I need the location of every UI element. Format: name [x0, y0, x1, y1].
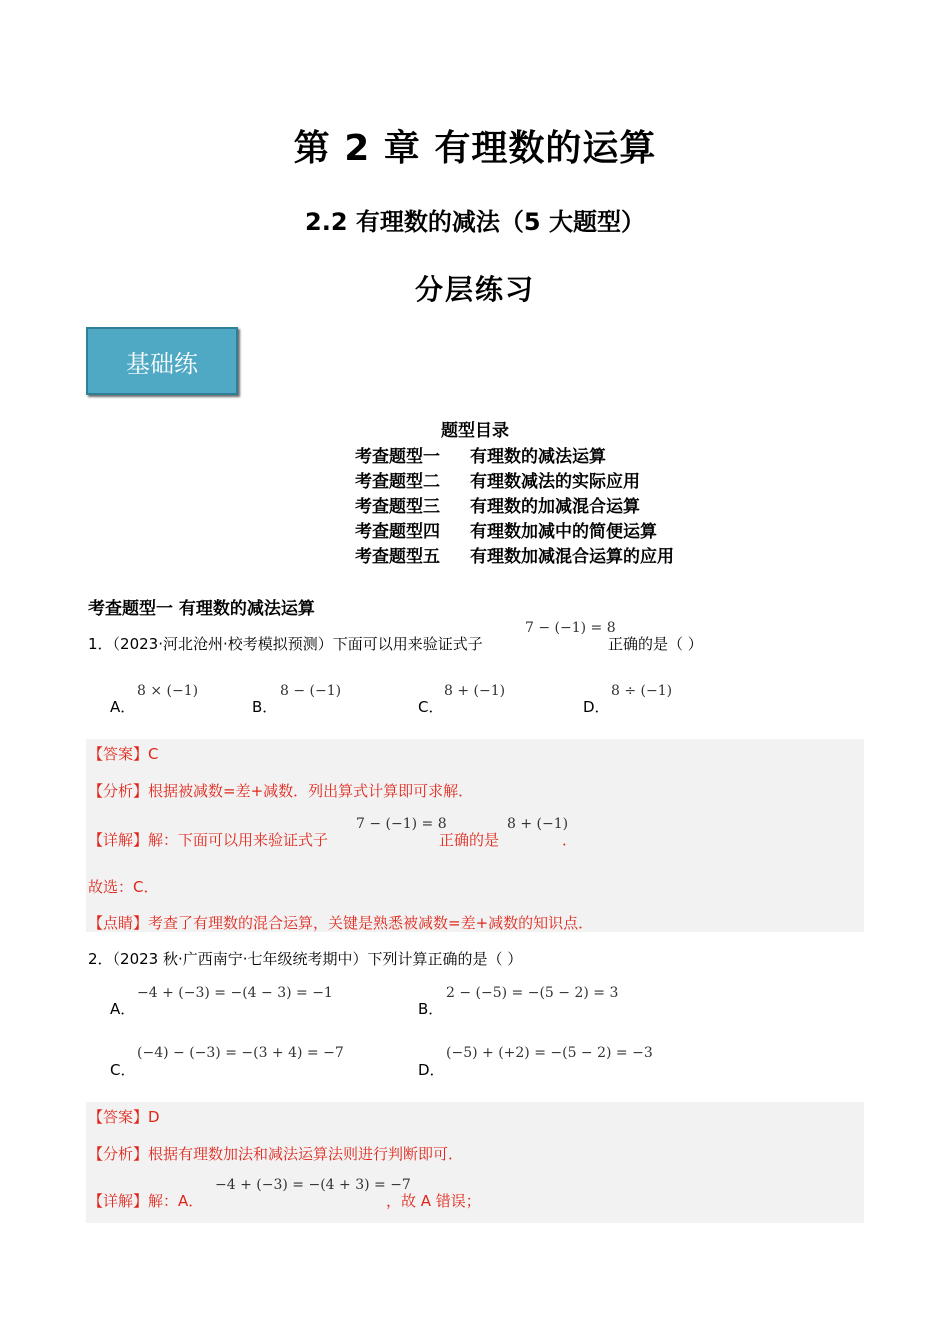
- option-a-label: A．: [110, 698, 136, 716]
- analysis-tag: 【分析】: [88, 782, 149, 800]
- chapter-title: 第 2 章 有理数的运算: [293, 128, 657, 169]
- toc-text: 有理数的减法运算: [470, 447, 606, 467]
- toc-key: 考查题型一: [355, 447, 440, 467]
- toc-text: 有理数减法的实际应用: [470, 472, 640, 492]
- toc-text: 有理数的加减混合运算: [470, 497, 640, 517]
- detail-text: 解：下面可以用来验证式子: [148, 831, 329, 849]
- section-heading: 考查题型一 有理数的减法运算: [88, 599, 315, 619]
- answer-value: D: [148, 1108, 160, 1126]
- toc-item: [355, 442, 606, 467]
- answer-line: [88, 743, 159, 764]
- option-b-expr: 8 − (−1): [280, 683, 342, 699]
- answer-tag: 【答案】: [88, 745, 149, 763]
- detail-line: [88, 1190, 203, 1211]
- analysis-text: 根据被减数=差+减数．列出算式计算即可求解．: [148, 782, 474, 800]
- question-source: （2023·河北沧州·校考模拟预测）: [112, 635, 333, 653]
- subtitle: 分层练习: [414, 273, 535, 306]
- option-b-expr: 2 − (−5) = −(5 − 2) = 3: [446, 985, 619, 1001]
- option-d-label: D．: [418, 1061, 445, 1079]
- detail-text: ，故 A 错误；: [386, 1192, 481, 1210]
- question-tail: 正确的是（ ）: [608, 635, 703, 653]
- toc-key: 考查题型三: [355, 497, 440, 517]
- question-2: [88, 948, 522, 969]
- option-c-expr: 8 + (−1): [444, 683, 506, 699]
- answer-value: C: [148, 745, 159, 763]
- toc-item: [355, 467, 640, 492]
- detail-text: 正确的是: [439, 831, 500, 849]
- analysis-text: 根据有理数加法和减法运算法则进行判断即可．: [148, 1145, 464, 1163]
- analysis-line: [88, 780, 473, 801]
- option-a-expr: 8 × (−1): [137, 683, 199, 699]
- choose-line: 故选：C．: [88, 878, 159, 896]
- option-c-label: C．: [110, 1061, 136, 1079]
- question-number: 2．: [88, 950, 113, 968]
- toc-item: [355, 542, 674, 567]
- analysis-line: [88, 1143, 463, 1164]
- option-b-label: B．: [252, 698, 278, 716]
- section-title: 2.2 有理数的减法（5 大题型）: [305, 208, 645, 236]
- question-source: （2023 秋·广西南宁·七年级统考期中）: [112, 950, 368, 968]
- detail-tag: 【详解】: [88, 831, 149, 849]
- option-a-expr: −4 + (−3) = −(4 − 3) = −1: [137, 985, 333, 1001]
- detail-expr: 7 − (−1) = 8: [356, 816, 447, 832]
- detail-text: 解：A．: [148, 1192, 204, 1210]
- detail-expr: 8 + (−1): [507, 816, 569, 832]
- toc-key: 考查题型五: [355, 547, 440, 567]
- toc-text: 有理数加减中的简便运算: [470, 522, 657, 542]
- detail-line: [88, 829, 328, 850]
- toc-item: [355, 492, 640, 517]
- comment-tag: 【点睛】: [88, 914, 149, 932]
- option-a-label: A．: [110, 1000, 136, 1018]
- comment-text: 考查了有理数的混合运算，关键是熟悉被减数=差+减数的知识点．: [148, 914, 594, 932]
- analysis-tag: 【分析】: [88, 1145, 149, 1163]
- option-d-label: D．: [583, 698, 610, 716]
- option-d-expr: 8 ÷ (−1): [611, 683, 673, 699]
- toc-text: 有理数加减混合运算的应用: [470, 547, 674, 567]
- question-1-expr: 7 − (−1) = 8: [525, 620, 616, 636]
- option-c-label: C．: [418, 698, 444, 716]
- answer-tag: 【答案】: [88, 1108, 149, 1126]
- answer-line: [88, 1106, 160, 1127]
- comment-line: [88, 912, 593, 933]
- question-number: 1．: [88, 635, 113, 653]
- option-b-label: B．: [418, 1000, 444, 1018]
- detail-expr: −4 + (−3) = −(4 + 3) = −7: [215, 1177, 411, 1193]
- detail-text: ．: [562, 831, 578, 849]
- option-c-expr: (−4) − (−3) = −(3 + 4) = −7: [137, 1045, 344, 1061]
- basic-practice-badge: 基础练: [86, 327, 238, 395]
- toc-key: 考查题型四: [355, 522, 440, 542]
- toc-item: [355, 517, 657, 542]
- question-text: 下列计算正确的是（ ）: [367, 950, 523, 968]
- toc-key: 考查题型二: [355, 472, 440, 492]
- detail-tag: 【详解】: [88, 1192, 149, 1210]
- toc-heading: 题型目录: [441, 421, 509, 441]
- option-d-expr: (−5) + (+2) = −(5 − 2) = −3: [446, 1045, 653, 1061]
- question-1: [88, 633, 483, 654]
- question-text: 下面可以用来验证式子: [332, 635, 483, 653]
